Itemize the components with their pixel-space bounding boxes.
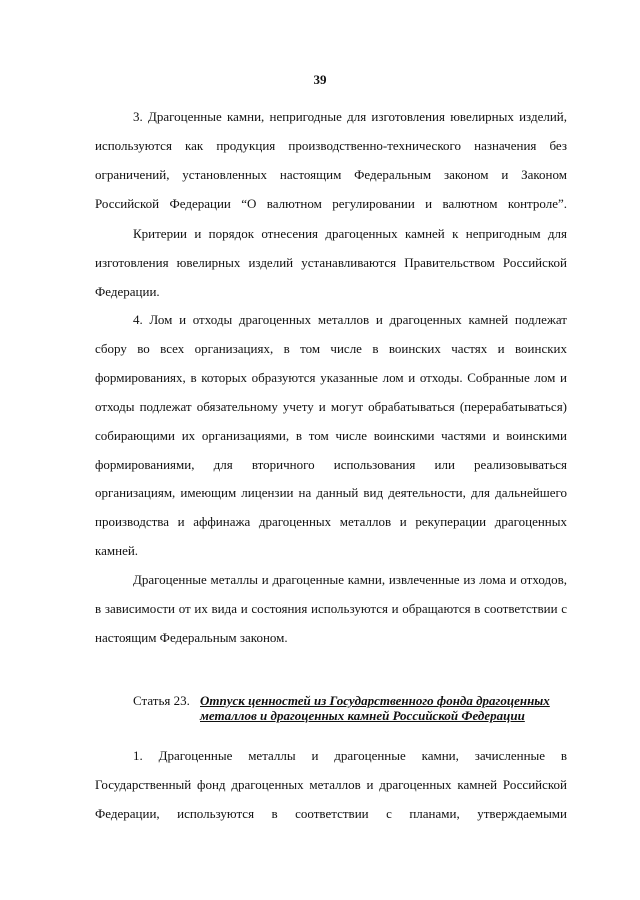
paragraph-text: 1. Драгоценные металлы и драгоценные камни, зачисленные в Государственный фонд драгоценных металлов и драгоценных камней Российской Федерации, используются в соответствии с планами, утверждаемыми [95, 748, 567, 821]
paragraph-text: 3. Драгоценные камни, непригодные для изготовления ювелирных изделий, используются как продукция производственно-технического назначения без ограничений, установленных настоящим Федеральным законом и Законом Российской Федерации “О валютном регулировании и валютном контроле”. [95, 109, 567, 211]
article-title: Отпуск ценностей из Государственного фонда драгоценных металлов и драгоценных камней Российской Федерации [200, 693, 550, 723]
paragraph-text: Драгоценные металлы и драгоценные камни, извлеченные из лома и отходов, в зависимости от их вида и состояния используются и обращаются в соответствии с настоящим Федеральным законом. [95, 572, 567, 645]
article-number: Статья 23. [133, 693, 190, 708]
paragraph-state-fund-use [95, 742, 567, 829]
paragraph-text: 4. Лом и отходы драгоценных металлов и драгоценных камней подлежат сбору во всех организациях, в том числе в воинских частях и воинских формированиях, в которых образуются указанные лом и отходы. Собранные лом и отходы подлежат обязательному учету и могут обрабатываться (перерабатываться) собирающими их организациями, в том числе воинскими частями и воинскими формированиями, для вторичного использования или реализовываться организациям, имеющим лицензии на данный вид деятельности, для дальнейшего производства и аффинажа драгоценных металлов и рекуперации драгоценных камней. [95, 312, 567, 559]
paragraph-recovered-metals [95, 566, 567, 653]
article-heading [133, 693, 573, 723]
paragraph-unsuitable-stones-criteria [95, 220, 567, 307]
page-number: 39 [313, 72, 327, 87]
paragraph-text: Критерии и порядок отнесения драгоценных камней к непригодным для изготовления ювелирных изделий устанавливаются Правительством Российской Федерации. [95, 226, 567, 299]
paragraph-precious-stones-industrial-use [95, 103, 567, 219]
paragraph-scrap-and-waste [95, 306, 567, 566]
